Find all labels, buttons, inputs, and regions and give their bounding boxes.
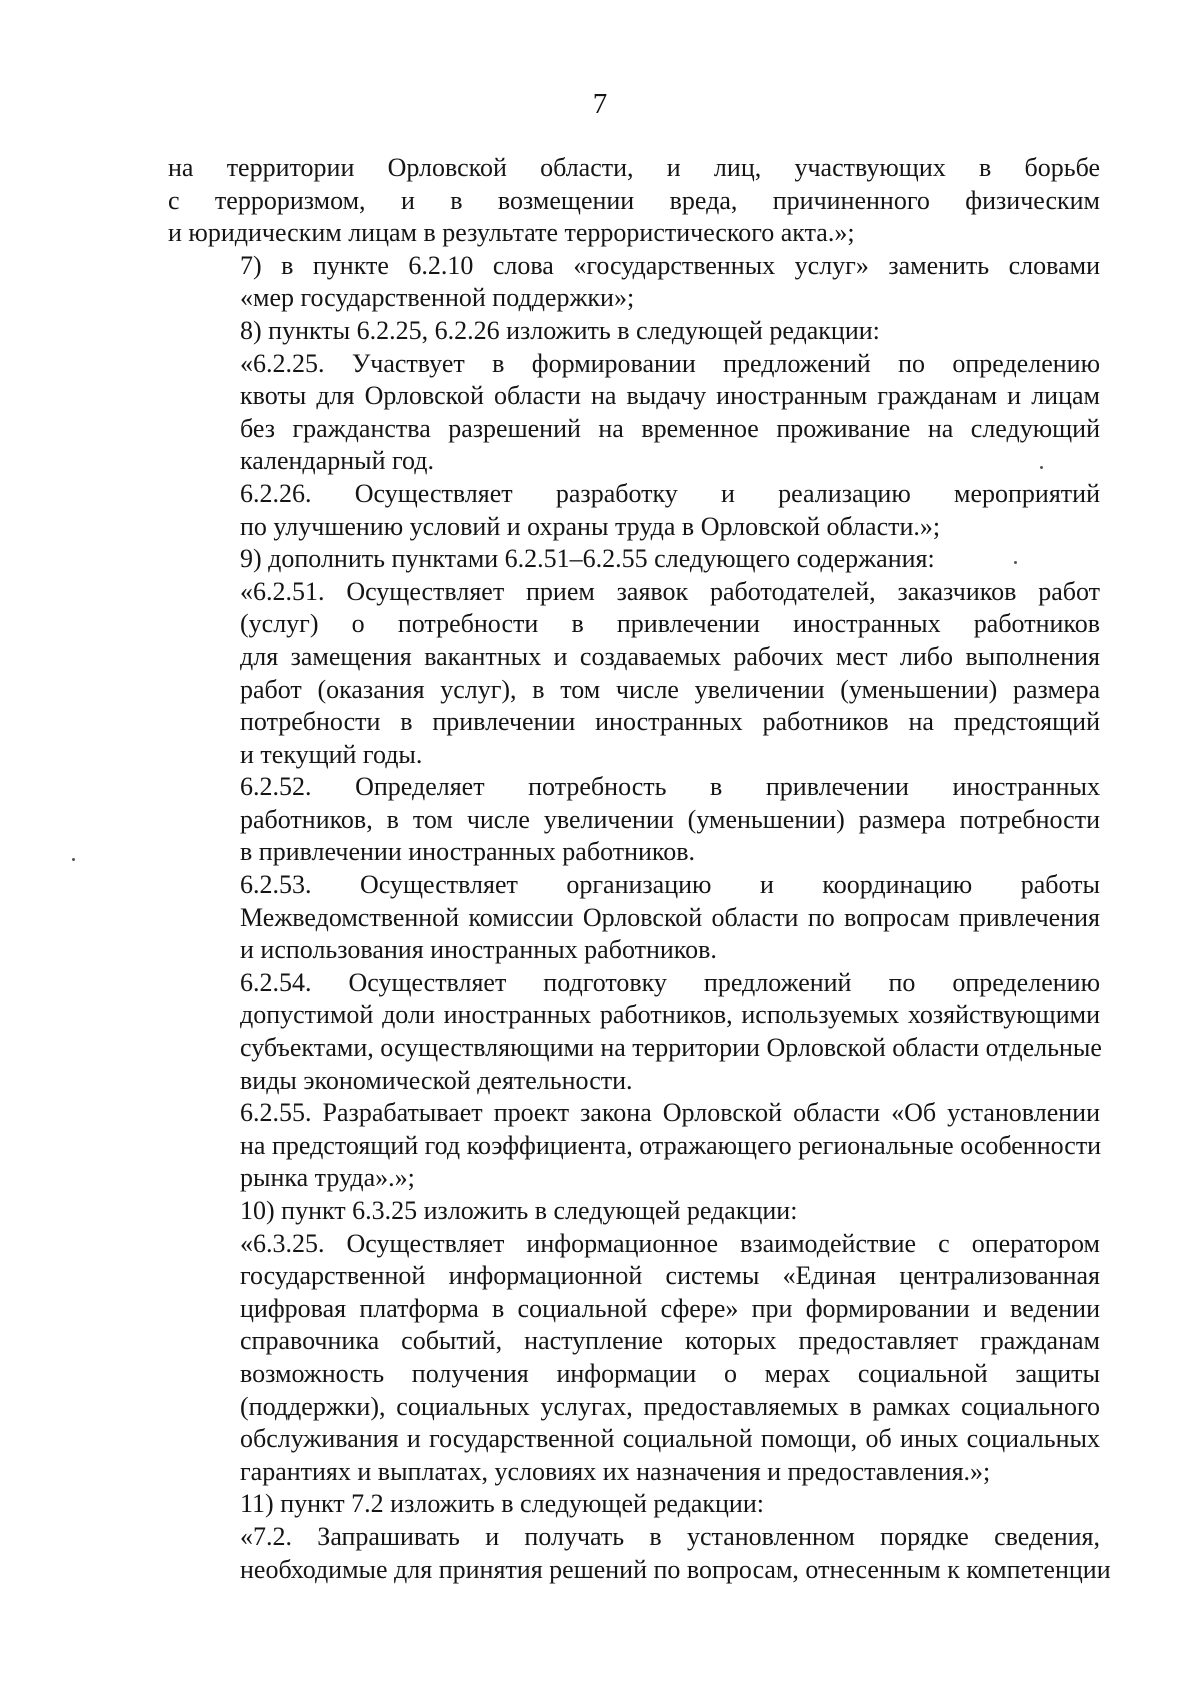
text-line: возможность получения информации о мерах социальной защиты <box>240 1358 1100 1388</box>
text-line: календарный год. <box>240 446 434 476</box>
text-line: работников, в том числе увеличении (уменьшении) размера потребности <box>240 804 1100 834</box>
text-line: 6.2.26. Осуществляет разработку и реализацию мероприятий <box>240 478 1100 508</box>
text-line: 8) пункты 6.2.25, 6.2.26 изложить в следующей редакции: <box>240 315 880 345</box>
text-line: справочника событий, наступление которых предоставляет гражданам <box>240 1326 1100 1356</box>
text-line: цифровая платформа в социальной сфере» при формировании и ведении <box>240 1293 1100 1323</box>
text-line: обслуживания и государственной социальной помощи, об иных социальных <box>240 1424 1100 1454</box>
text-line: Межведомственной комиссии Орловской области по вопросам привлечения <box>240 902 1100 932</box>
paragraph <box>168 967 1100 1097</box>
paragraph <box>168 1488 1100 1521</box>
text-line: на территории Орловской области, и лиц, участвующих в борьбе <box>168 153 1100 182</box>
text-line: и текущий годы. <box>240 739 423 769</box>
text-line: необходимые для принятия решений по вопросам, отнесенным к компетенции <box>240 1554 1111 1584</box>
text-line: субъектами, осуществляющими на территории Орловской области отдельные <box>240 1033 1102 1063</box>
text-line: 6.2.53. Осуществляет организацию и координацию работы <box>240 870 1100 900</box>
text-line: 6.2.52. Определяет потребность в привлечении иностранных <box>240 772 1100 802</box>
text-line: работ (оказания услуг), в том числе увеличении (уменьшении) размера <box>240 674 1100 704</box>
text-line: рынка труда».»; <box>240 1163 415 1193</box>
paragraph <box>168 1228 1100 1489</box>
text-line: допустимой доли иностранных работников, используемых хозяйствующими <box>240 1000 1100 1030</box>
text-line: 7) в пункте 6.2.10 слова «государственных услуг» заменить словами <box>240 250 1100 280</box>
text-line: 11) пункт 7.2 изложить в следующей редакции: <box>240 1489 764 1519</box>
text-line: «6.2.25. Участвует в формировании предложений по определению <box>240 348 1100 378</box>
text-line: 9) дополнить пунктами 6.2.51–6.2.55 следующего содержания: <box>240 544 935 574</box>
text-line: и юридическим лицам в результате террористического акта.»; <box>168 218 855 248</box>
paragraph <box>168 771 1100 869</box>
text-line: виды экономической деятельности. <box>240 1065 633 1095</box>
paragraph <box>168 152 1100 250</box>
paragraph <box>168 1195 1100 1228</box>
paragraph <box>168 348 1100 478</box>
text-line: «мер государственной поддержки»; <box>240 283 635 313</box>
paragraph <box>168 543 1100 576</box>
paragraph <box>168 869 1100 967</box>
text-line: с терроризмом, и в возмещении вреда, причиненного физическим <box>168 185 1100 215</box>
text-line: без гражданства разрешений на временное проживание на следующий <box>240 413 1100 443</box>
paragraph <box>168 576 1100 772</box>
scan-speck <box>72 858 75 861</box>
text-line: в привлечении иностранных работников. <box>240 837 695 867</box>
text-line: (услуг) о потребности в привлечении иностранных работников <box>240 609 1100 639</box>
text-line: «6.2.51. Осуществляет прием заявок работодателей, заказчиков работ <box>240 576 1100 606</box>
text-line: «6.3.25. Осуществляет информационное взаимодействие с оператором <box>240 1228 1100 1258</box>
paragraph <box>168 478 1100 543</box>
text-line: (поддержки), социальных услугах, предоставляемых в рамках социального <box>240 1391 1100 1421</box>
text-line: 6.2.55. Разрабатывает проект закона Орловской области «Об установлении <box>240 1098 1100 1128</box>
page-number: 7 <box>592 88 608 120</box>
text-line: и использования иностранных работников. <box>240 935 717 965</box>
document-body <box>168 152 1111 1586</box>
text-line: по улучшению условий и охраны труда в Орловской области.»; <box>240 511 941 541</box>
scan-speck <box>1040 466 1043 469</box>
paragraph <box>168 1521 1111 1586</box>
text-line: государственной информационной системы «Единая централизованная <box>240 1261 1100 1291</box>
text-line: потребности в привлечении иностранных работников на предстоящий <box>240 707 1100 737</box>
paragraph <box>168 250 1100 315</box>
scan-speck <box>1014 561 1017 564</box>
text-line: 6.2.54. Осуществляет подготовку предложений по определению <box>240 967 1100 997</box>
text-line: на предстоящий год коэффициента, отражающего региональные особенности <box>240 1130 1102 1160</box>
paragraph <box>168 315 1100 348</box>
text-line: 10) пункт 6.3.25 изложить в следующей редакции: <box>240 1196 798 1225</box>
text-line: гарантиях и выплатах, условиях их назначения и предоставления.»; <box>240 1456 991 1486</box>
paragraph <box>168 1097 1100 1195</box>
text-line: квоты для Орловской области на выдачу иностранным гражданам и лицам <box>240 381 1100 411</box>
text-line: «7.2. Запрашивать и получать в установленном порядке сведения, <box>240 1521 1100 1551</box>
text-line: для замещения вакантных и создаваемых рабочих мест либо выполнения <box>240 641 1100 671</box>
